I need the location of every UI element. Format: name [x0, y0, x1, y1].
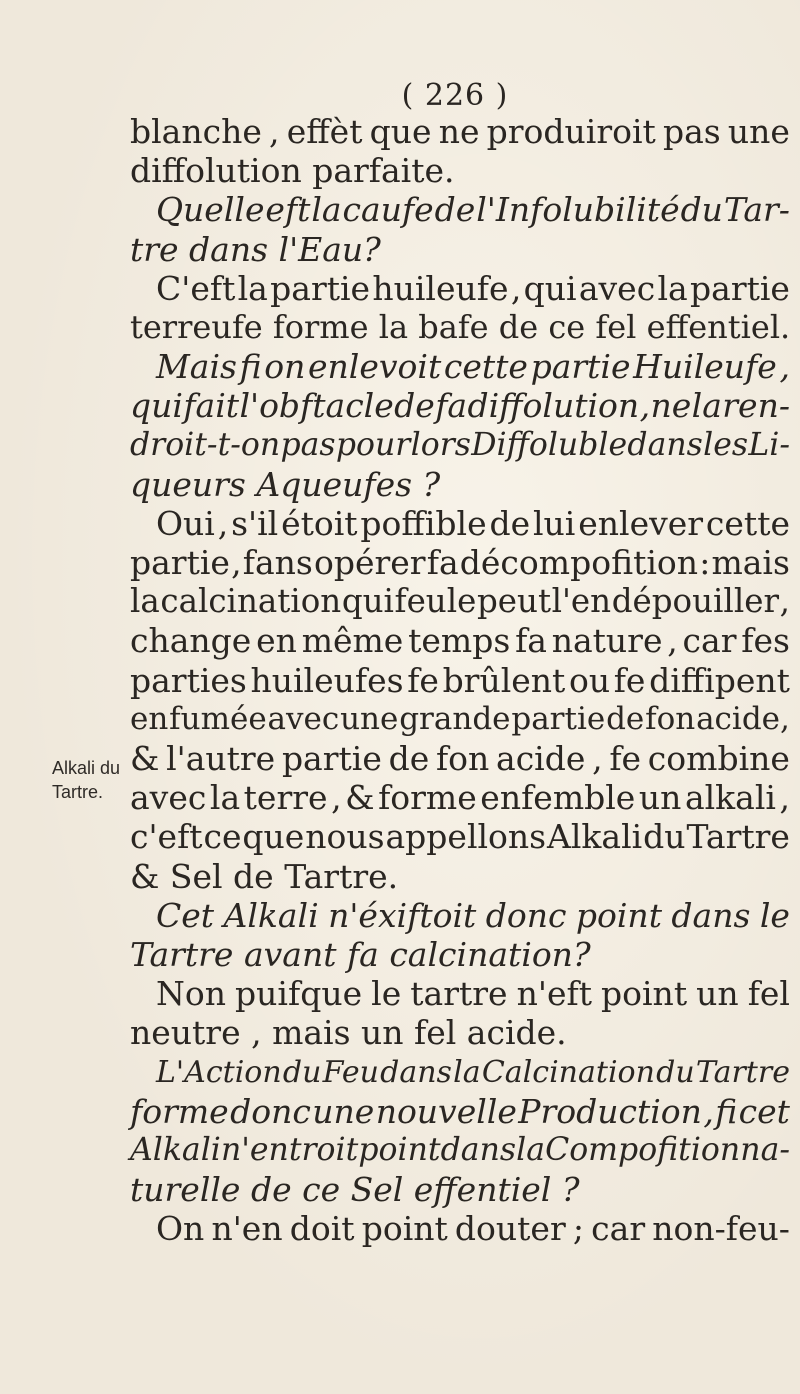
text-line: la calcination qui feule peut l'en dépouiller ,: [130, 582, 790, 621]
text-line: c'eft ce que nous appellons Alkali du Tartre: [130, 817, 790, 857]
text-line: terreufe forme la bafe de ce fel effentiel.: [130, 307, 791, 346]
margin-note-line: Tartre.: [52, 782, 104, 802]
text-line: turelle de ce Sel effentiel ?: [130, 1170, 580, 1210]
body-text: [130, 112, 790, 1248]
text-line: Non puifque le tartre n'eft point un fel: [156, 974, 790, 1014]
text-line: Oui , s'il étoit poffible de lui enlever cette: [156, 503, 790, 543]
text-line: droit-t-on pas pour lors Diffoluble dans les Li-: [130, 426, 790, 463]
margin-note-line: Alkali du: [52, 758, 121, 778]
text-line: neutre , mais un fel acide.: [130, 1013, 567, 1053]
text-line: blanche , effèt que ne produiroit pas une: [130, 112, 790, 151]
text-line: avec la terre , & forme enfemble un alkali ,: [130, 778, 790, 818]
text-line: Alkali n'entroit point dans la Compofition na-: [130, 1131, 790, 1168]
text-line: diffolution parfaite.: [130, 151, 455, 191]
text-line: partie , fans opérer fa décompofition : mais: [130, 543, 790, 583]
text-line: change en même temps fa nature , car fes: [130, 621, 790, 661]
text-line: Quelle eft la caufe de l'Infolubilité du Tar-: [156, 190, 790, 230]
text-line: qui fait l'obftacle de fa diffolution , ne la ren-: [130, 386, 790, 426]
text-line: Tartre avant fa calcination?: [130, 934, 591, 974]
text-line: L'Action du Feu dans la Calcination du Tartre: [156, 1054, 790, 1090]
text-line: Cet Alkali n'éxiftoit donc point dans le: [156, 895, 790, 935]
text-line: Mais fi on enlevoit cette partie Huileufe ,: [156, 347, 790, 387]
text-line: en fumée avec une grande partie de fon acide,: [130, 700, 790, 737]
page-number: ( 226 ): [401, 78, 509, 113]
margin-note: [52, 756, 132, 804]
text-line: tre dans l'Eau?: [130, 229, 381, 269]
text-line: forme donc une nouvelle Production , fi cet: [130, 1091, 790, 1131]
text-line: & Sel de Tartre.: [130, 856, 399, 896]
text-line: C'eft la partie huileufe , qui avec la partie: [156, 268, 790, 308]
text-line: On n'en doit point douter ; car non-feu-: [156, 1209, 790, 1249]
text-line: & l'autre partie de fon acide , fe combine: [130, 739, 790, 778]
text-line: queurs Aqueufes ?: [130, 464, 441, 504]
text-line: parties huileufes fe brûlent ou fe diffipent: [130, 660, 790, 700]
